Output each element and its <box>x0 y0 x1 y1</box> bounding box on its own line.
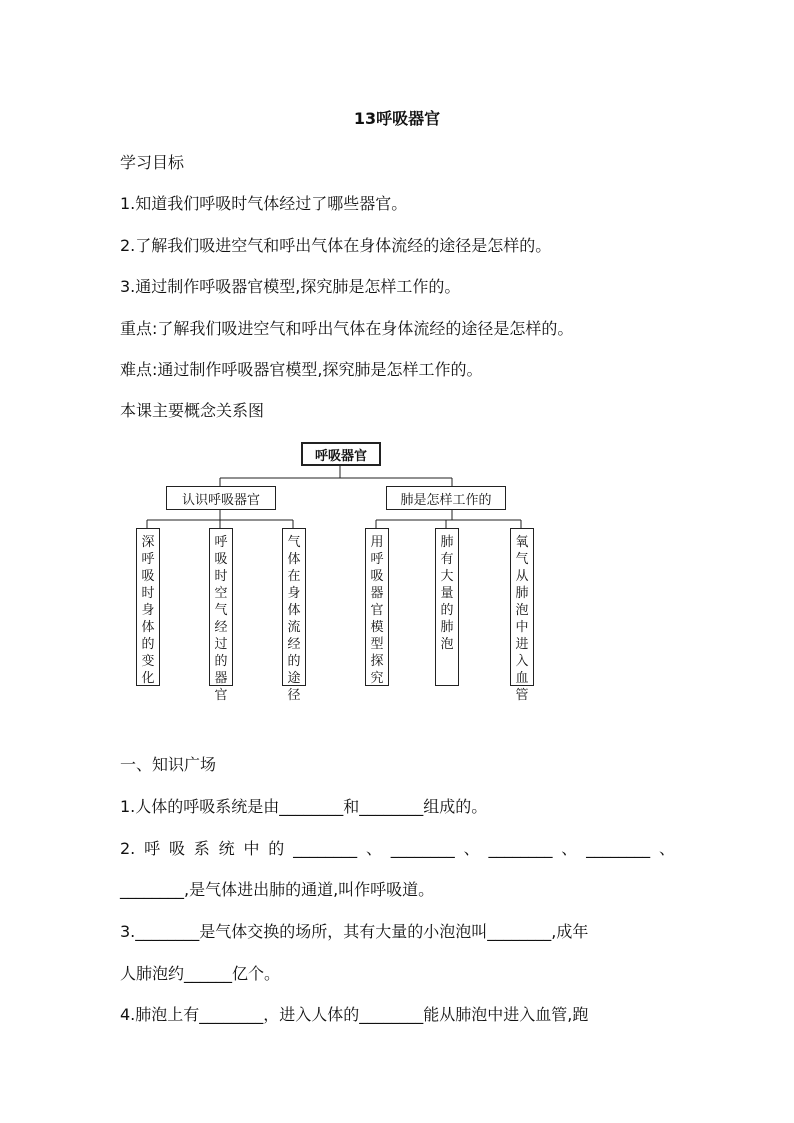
objective-item: 2.了解我们吸进空气和呼出气体在身体流经的途径是怎样的。 <box>120 236 552 255</box>
concept-leaf-label: 呼吸时空气经过的器官 <box>214 535 228 703</box>
concept-leaf <box>209 528 233 703</box>
concept-leaf <box>282 528 306 703</box>
objectives-heading: 学习目标 <box>120 153 185 172</box>
concept-map <box>130 440 535 703</box>
question-2-line-1: 2.呼吸系统中的________、________、________、________、 <box>120 839 675 858</box>
question-3-line-1: 3.________是气体交换的场所，其有大量的小泡泡叫________,成年 <box>120 922 589 941</box>
concept-leaf-label: 深呼吸时身体的变化 <box>141 535 155 686</box>
key-point: 重点:了解我们吸进空气和呼出气体在身体流经的途径是怎样的。 <box>120 319 574 338</box>
question-3-line-2: 人肺泡约______亿个。 <box>120 964 281 983</box>
concept-leaf-label: 氧气从肺泡中进入血管 <box>515 535 529 703</box>
concept-leaf <box>365 528 389 686</box>
concept-leaf-label: 肺有大量的肺泡 <box>440 535 454 652</box>
concept-branch-recognize: 认识呼吸器官 <box>166 486 276 510</box>
concept-leaf-label: 用呼吸器官模型探究 <box>370 535 384 686</box>
question-1: 1.人体的呼吸系统是由________和________组成的。 <box>120 797 488 816</box>
concept-leaf-label: 气体在身体流经的途径 <box>287 535 301 703</box>
concept-map-heading: 本课主要概念关系图 <box>120 401 265 420</box>
concept-branch-lung-work: 肺是怎样工作的 <box>386 486 506 510</box>
question-2-line-2: ________,是气体进出肺的通道,叫作呼吸道。 <box>120 880 435 899</box>
concept-leaf <box>435 528 459 686</box>
objective-item: 3.通过制作呼吸器官模型,探究肺是怎样工作的。 <box>120 277 461 296</box>
section-heading: 一、知识广场 <box>120 755 217 774</box>
difficulty-point: 难点:通过制作呼吸器官模型,探究肺是怎样工作的。 <box>120 360 483 379</box>
question-4-line-1: 4.肺泡上有________，进入人体的________能从肺泡中进入血管,跑 <box>120 1005 589 1024</box>
objective-item: 1.知道我们呼吸时气体经过了哪些器官。 <box>120 194 408 213</box>
page-title: 13呼吸器官 <box>353 109 441 128</box>
concept-root: 呼吸器官 <box>301 442 381 466</box>
concept-map-connectors <box>130 440 535 690</box>
concept-leaf <box>510 528 534 703</box>
concept-leaf <box>136 528 160 686</box>
